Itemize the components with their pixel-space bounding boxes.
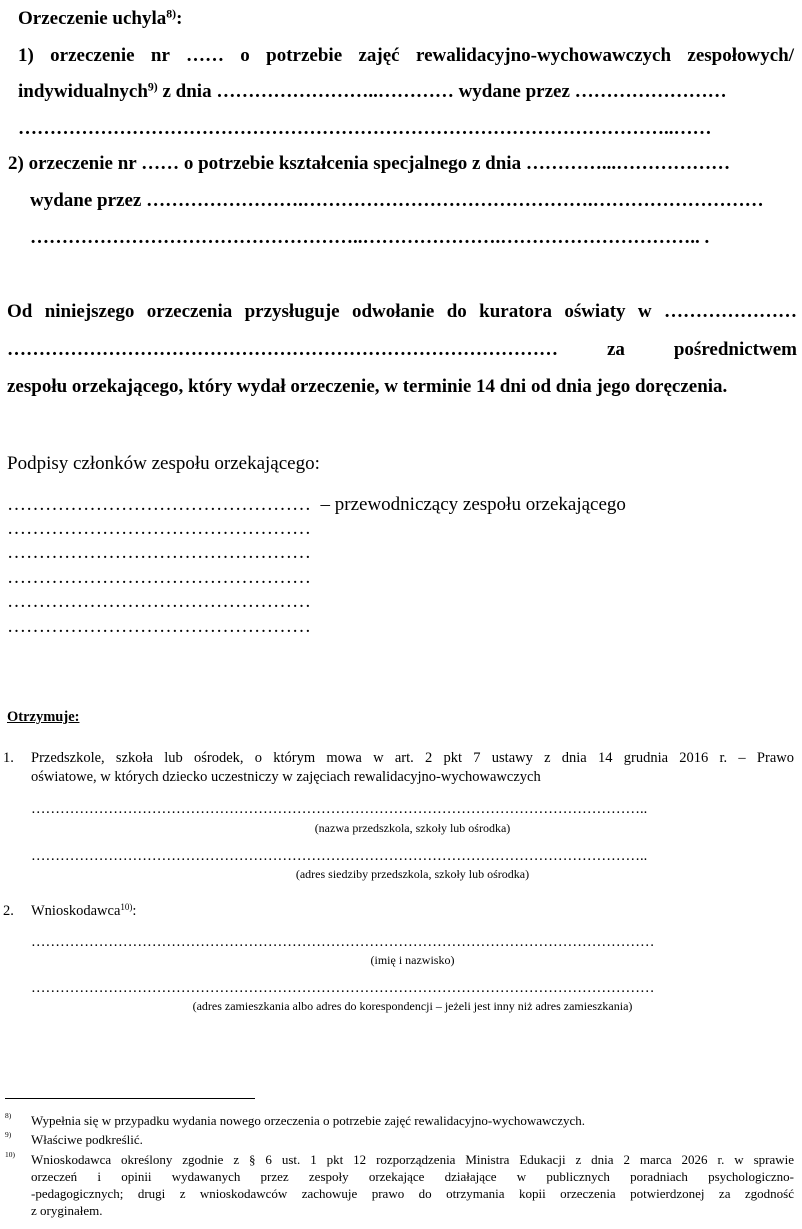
signature-chair-line: …………………………………………: [7, 494, 311, 515]
recipient-1-name-field: ………………………………………………………………………………………………………………..: [31, 801, 648, 817]
appeal-line3: zespołu orzekającego, który wydał orzeczenie, w terminie 14 dni od dnia jego doręczenia.: [7, 376, 728, 397]
recipient-2-name-caption: (imię i nazwisko): [370, 953, 455, 967]
signature-line: …………………………………………: [7, 616, 311, 637]
footnote-10-line1: Wnioskodawca określony zgodnie z § 6 ust. 1 pkt 12 rozporządzenia Ministra Edukacji z dnia 2 marca 2026 r. w sprawie: [31, 1152, 794, 1167]
footnote-10-line2: orzeczeń i opinii wydawanych przez zespoły orzekające działające w publicznych poradniach psychologiczno-: [31, 1169, 794, 1184]
recipient-1-name-caption: (nazwa przedszkola, szkoły lub ośrodka): [314, 821, 511, 835]
item1-line2-b: z dnia ……………………..………… wydane przez ……………………: [157, 81, 727, 102]
footnote-separator: [5, 1098, 255, 1099]
recipient-2-label: Wnioskodawca: [31, 903, 121, 919]
recipient-2-colon: :: [132, 903, 137, 919]
footnote-10-mark: 10): [5, 1149, 15, 1159]
footnote-10-line4: z oryginałem.: [31, 1203, 103, 1218]
item2-line2: wydane przez …………………….……………………………………….………………………: [30, 190, 764, 211]
recipient-2-name-field: …………………………………………………………………………………………………………………: [31, 934, 655, 950]
item1-line2-a: indywidualnych: [18, 81, 148, 102]
item1-line3: …………………………………………………………………………………………..……: [18, 118, 712, 139]
signature-line: …………………………………………: [7, 518, 311, 539]
footnote-ref-8: 8): [166, 7, 177, 21]
footnote-9-text: Właściwe podkreślić.: [31, 1132, 143, 1147]
recipient-1-text-line1: Przedszkole, szkoła lub ośrodek, o którym mowa w art. 2 pkt 7 ustawy z dnia 14 grudnia 2016 r. – Prawo: [31, 750, 794, 766]
item1-line2: [18, 81, 727, 103]
recipient-1-text-line2: oświatowe, w których dziecko uczestniczy w zajęciach rewalidacyjno-wychowawczych: [31, 769, 541, 785]
signature-chair-label: – przewodniczący zespołu orzekającego: [320, 494, 626, 515]
recipient-2-address-caption: (adres zamieszkania albo adres do korespondencji – jeżeli jest inny niż adres zamieszkania): [192, 999, 633, 1013]
footnote-8-mark: 8): [5, 1110, 12, 1120]
recipient-1-address-field: ………………………………………………………………………………………………………………..: [31, 848, 648, 864]
signature-line: …………………………………………: [7, 567, 311, 588]
recipient-2-address-field: …………………………………………………………………………………………………………………: [31, 980, 655, 996]
item2-line3: ……………………………………………..………………….………………………….. .: [30, 227, 710, 248]
signature-line: …………………………………………: [7, 591, 311, 612]
footnote-ref-10: 10): [120, 902, 133, 913]
recipient-2-text: [31, 903, 136, 920]
section-heading-text: Orzeczenie uchyla: [18, 8, 167, 29]
recipient-2-number: 2.: [3, 903, 14, 919]
appeal-line1: Od niniejszego orzeczenia przysługuje odwołanie do kuratora oświaty w …………………: [7, 301, 797, 322]
footnote-8-text: Wypełnia się w przypadku wydania nowego orzeczenia o potrzebie zajęć rewalidacyjno-wychowawczych.: [31, 1113, 585, 1128]
recipients-title: Otrzymuje:: [7, 709, 80, 725]
item1-line1: 1) orzeczenie nr …… o potrzebie zajęć rewalidacyjno-wychowawczych zespołowych/: [18, 45, 794, 66]
footnote-10-line3: -pedagogicznych; drugi z wnioskodawców zachowuje prawo do otrzymania kopii orzeczenia potwierdzonej za zgodność: [31, 1186, 794, 1201]
footnote-9-mark: 9): [5, 1129, 12, 1139]
signature-chair: [7, 494, 626, 516]
appeal-line2: …………………………………………………………………………… za pośrednictwem: [7, 339, 797, 360]
recipient-1-number: 1.: [3, 750, 14, 766]
item2-line1: 2) orzeczenie nr …… o potrzebie kształcenia specjalnego z dnia …………...………………: [8, 153, 731, 174]
recipient-1-address-caption: (adres siedziby przedszkola, szkoły lub ośrodka): [295, 867, 530, 881]
signatures-title: Podpisy członków zespołu orzekającego:: [7, 453, 320, 474]
section-heading: [18, 8, 182, 30]
footnote-ref-9: 9): [147, 80, 158, 94]
signature-line: …………………………………………: [7, 542, 311, 563]
heading-colon: :: [176, 8, 183, 29]
